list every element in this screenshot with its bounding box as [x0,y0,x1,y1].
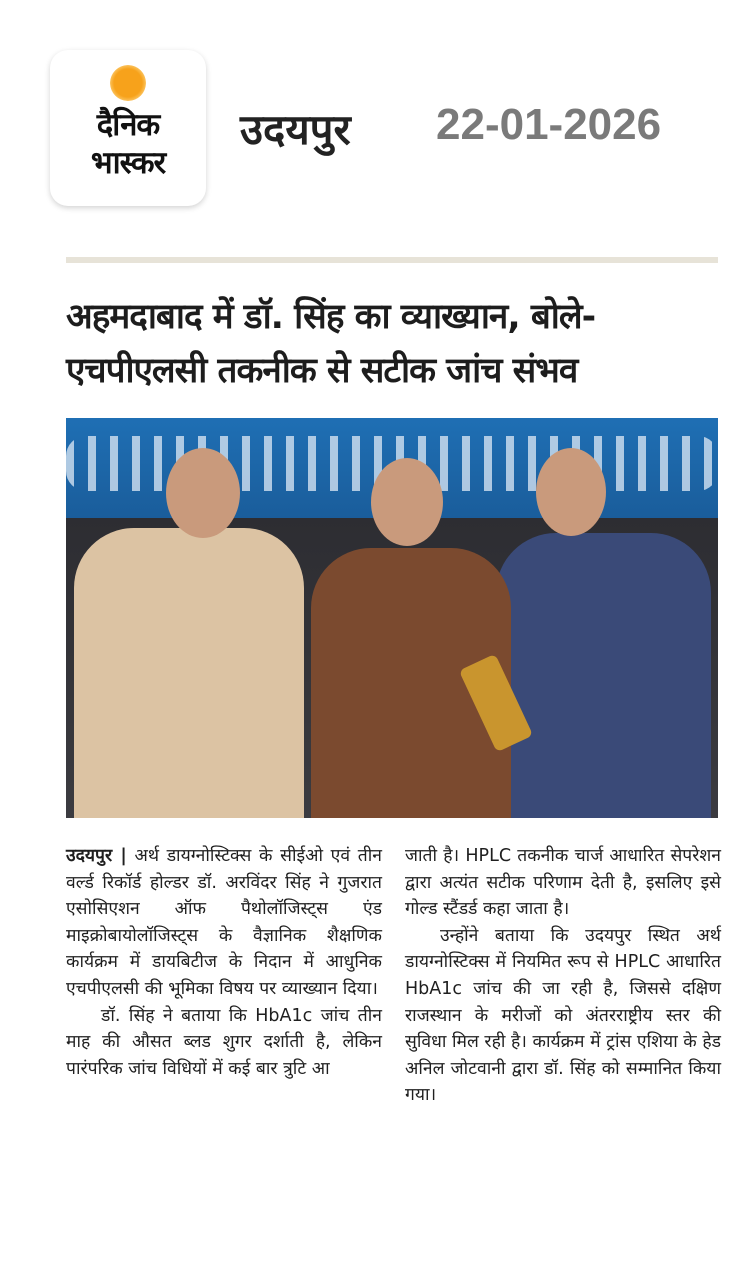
edition-city: उदयपुर [240,105,351,154]
sun-icon [110,65,146,101]
headline [66,290,726,398]
paragraph-4: उन्होंने बताया कि उदयपुर स्थित अर्थ डायग्नोस्टिक्स में नियमित रूप से HPLC आधारित HbA1c जांच की जा रही है, जिससे दक्षिण राजस्थान के मरीजों को अंतरराष्ट्रीय स्तर की सुविधा मिल रही है। कार्यक्रम में ट्रांस एशिया के हेड अनिल जोटवानी द्वारा डॉ. सिंह को सम्मानित किया गया। [405,925,721,1106]
paragraph-2: डॉ. सिंह ने बताया कि HbA1c जांच तीन माह की औसत ब्लड शुगर दर्शाती है, लेकिन पारंपरिक जांच विधियों में कई बार त्रुटि आ [66,1005,382,1079]
edition-date: 22-01-2026 [436,100,662,149]
article-photo [66,418,718,818]
logo-text-line1: दैनिक [96,107,160,143]
dateline: उदयपुर | [66,846,127,866]
dainik-bhaskar-logo [50,50,206,206]
paragraph-1: अर्थ डायग्नोस्टिक्स के सीईओ एवं तीन वर्ल्ड रिकॉर्ड होल्डर डॉ. अरविंदर सिंह ने गुजरात एसोसिएशन ऑफ पैथोलॉजिस्ट्स एंड माइक्रोबायोलॉजिस्ट्स के वैज्ञानिक शैक्षणिक कार्यक्रम में डायबिटीज के निदान में आधुनिक एचपीएलसी की भूमिका विषय पर व्याख्यान दिया। [66,846,382,999]
person-center-head [371,458,443,546]
logo-text-line2: भास्कर [90,145,166,181]
person-left [74,528,304,818]
person-left-head [166,448,240,538]
paragraph-3: जाती है। HPLC तकनीक चार्ज आधारित सेपरेशन द्वारा अत्यंत सटीक परिणाम देती है, इसलिए इसे गोल्ड स्टैंडर्ड कहा जाता है। [405,846,721,920]
article-column-1 [66,843,382,1082]
article-column-2 [405,843,721,1109]
person-right [496,533,711,818]
person-right-head [536,448,606,536]
headline-line1: अहमदाबाद में डॉ. सिंह का व्याख्यान, बोले- [66,297,596,337]
headline-line2: एचपीएलसी तकनीक से सटीक जांच संभव [66,351,578,391]
divider [66,257,718,263]
